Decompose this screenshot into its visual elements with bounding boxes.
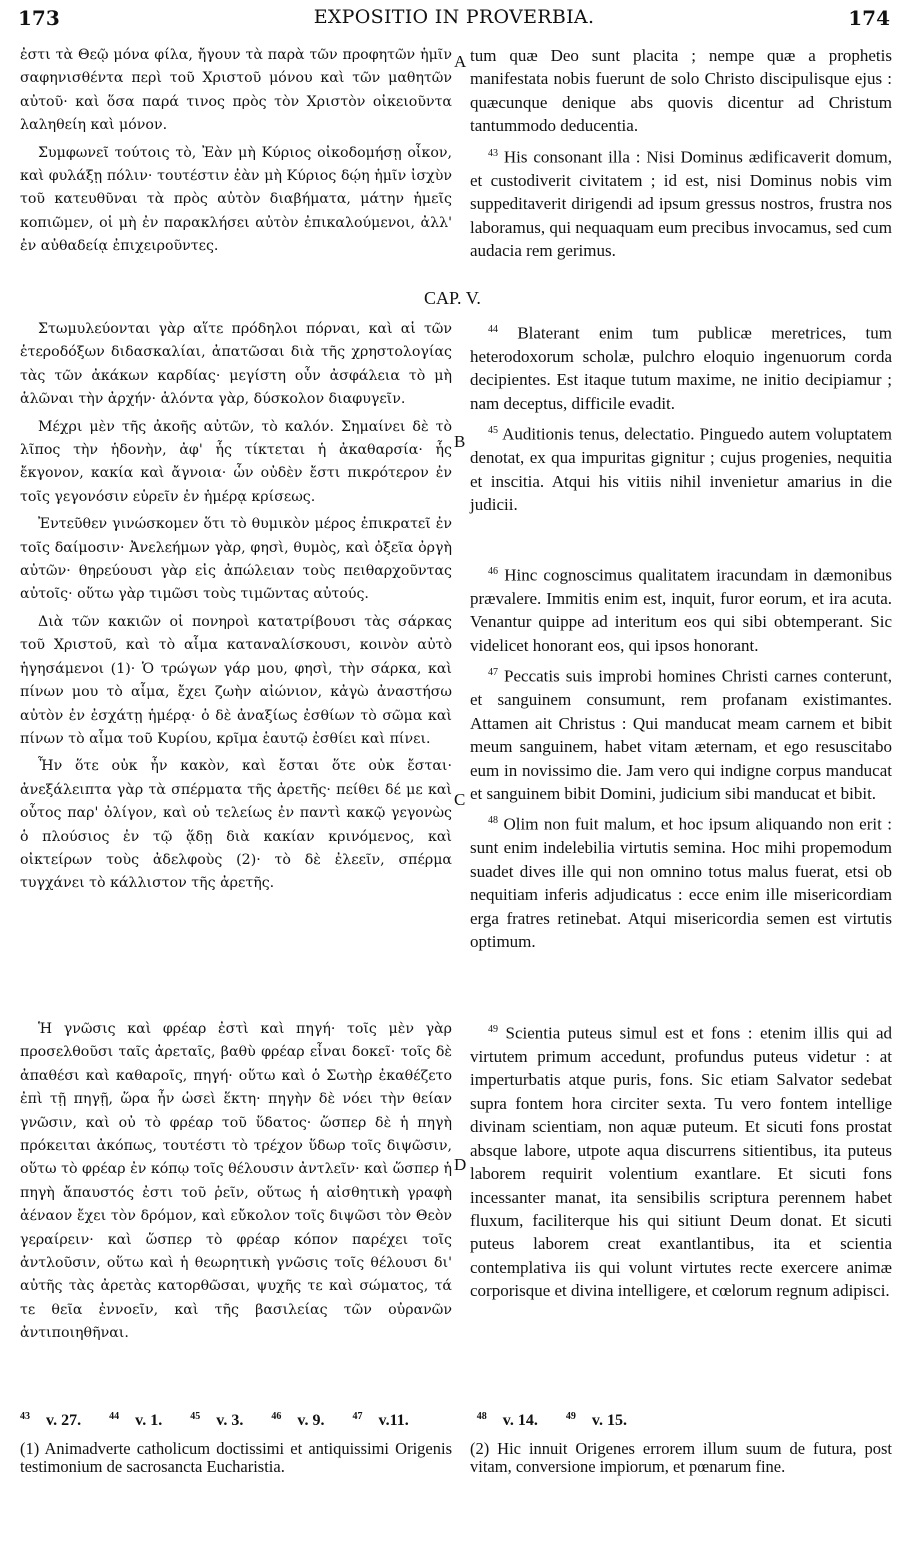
greek-column-main <box>20 318 452 900</box>
greek-paragraph: Στωμυλεύονται γὰρ αἵτε πρόδηλοι πόρναι, καὶ αἱ τῶν ἑτεροδόξων διδασκαλίαι, ἀπατῶσαι διὰ τῆς χρηστολογίας τὰς τῶν ἀκάκων καρδίας· μεγίστη οὖν ἀσφάλεια τὸ μὴ ἁλῶναι τὴν ἀρχήν· ἁλόντα γὰρ, δύσκολον διαφυγεῖν. <box>20 321 452 408</box>
ref-number: 49 <box>565 1411 576 1422</box>
verse-ref <box>109 1412 174 1429</box>
ref-number: 43 <box>20 1411 30 1422</box>
verse-number: 45 <box>488 425 498 437</box>
ref-text: v. 3. <box>216 1412 244 1430</box>
ref-text: v. 15. <box>591 1412 627 1430</box>
margin-letter: A <box>454 52 467 71</box>
latin-paragraph <box>470 1018 892 1303</box>
greek-paragraph: Μέχρι μὲν τῆς ἀκοῆς αὐτῶν, τὸ καλόν. Σημαίνει δὲ τὸ λῖπος τὴν ἡδονὴν, ἀφ' ἧς τίκτεται ἡ ἀκαθαρσία· ἧς ἔκγονον, κακία καὶ ἄγνοια· ὧν οὐδὲν ἔστι πικρότερον ἐν τοῖς γεγονόσιν εὑρεῖν ἐν ἡμέρᾳ κρίσεως. <box>20 418 452 505</box>
verse-number: 48 <box>488 815 498 827</box>
ref-text: v. 9. <box>297 1412 325 1430</box>
verse-number: 44 <box>488 324 498 335</box>
verse-number: 47 <box>488 667 498 679</box>
ref-text: v.11. <box>378 1412 409 1430</box>
latin-text: His consonant illa : Nisi Dominus ædificaverit domum, et custodiverit civitatem ; id est, nisi Dominus nobis vim suppeditaverit dirigendi ad ipsum gressus nostros, frustra nos laboramus, qui nequaquam eum precibus invocamus, sed cum audacia rem gerimus. <box>470 147 892 260</box>
greek-paragraph: Ἦν ὅτε οὐκ ἦν κακὸν, καὶ ἔσται ὅτε οὐκ ἔσται· ἀνεξάλειπτα γὰρ τὰ σπέρματα τῆς ἀρετῆς· πείθει δέ με καὶ οὗτος παρ' ὀλίγον, καὶ οὐ τελείως ἐν παντὶ κακῷ γεγονὼς ὁ πλούσιος ἐν τῷ ᾅδῃ διὰ κακίαν κρινόμενος, καὶ οἰκτείρων τοὺς ἀδελφοὺς (2)· τὸ δὲ ἐλεεῖν, σπέρμα τυγχάνει τὸ κάλλιστον τῆς ἀρετῆς. <box>20 758 452 892</box>
margin-letter: D <box>454 1155 467 1174</box>
greek-paragraph: Ἡ γνῶσις καὶ φρέαρ ἐστὶ καὶ πηγή· τοῖς μὲν γὰρ προσελθοῦσι ταῖς ἀρεταῖς, βαθὺ φρέαρ εἶναι δοκεῖ· τοῖς δὲ ἀπαθέσι καὶ καθαροῖς, πηγή· οὕτω καὶ ὁ Σωτὴρ ἐκαθέζετο ἐπὶ τῇ πηγῇ, ὥρα ἦν ὡσεὶ ἕκτη· πηγὴν δὲ νόει τὴν θείαν γνῶσιν, καὶ οὐ τὸ φρέαρ τοῦ ὕδατος· ὥσπερ δὲ ἡ πηγὴ πρόκειται ἀκόπως, τουτέστι τὸ τρέχον ὕδωρ τοῖς διψῶσιν, οὕτω τὸ φρέαρ ἐν κόπῳ τοῖς θέλουσιν ἀντλεῖν· καὶ ὥσπερ ἡ πηγὴ ἄπαυστός ἐστι τοῦ ῥεῖν, οὕτως ἡ αἰσθητικὴ γραφὴ ἀέναον ἔχει τὸν δρόμον, καὶ εὔκολον τοῖς διψῶσι τὸν Θεὸν γεραίρειν· καὶ ὥσπερ τὸ φρέαρ κόπον παρέχει τοῖς ἀντλοῦσιν, οὕτω καὶ ἡ θεωρητικὴ γνῶσις τοῖς θέλουσι δι' αὐτῆς τὰς ἀρετὰς κατορθῶσαι, ψυχῆς τε καὶ σώματος, τά τε θεῖα ἐννοεῖν, καὶ τῆς βασιλείας τῶν οὐρανῶν ἀντιποιηθῆναι. <box>20 1021 452 1342</box>
latin-column-top <box>470 44 892 266</box>
verse-ref <box>20 1412 93 1429</box>
footnote-right: (2) Hic innuit Origenes errorem illum suum de futura, post vitam, conversione impiorum, et pœnarum fine. <box>470 1439 892 1476</box>
right-page-number: 174 <box>848 6 890 30</box>
latin-text: Blaterant enim tum publicæ meretrices, tum heterodoxorum scholæ, pulchro eloquio ingenuorum corda decipientes. Est itaque tutum maxime, ne initio decipiamur ; nam deceptus, difficile evadit. <box>470 323 893 413</box>
verse-number: 46 <box>488 566 498 577</box>
latin-column-bottom <box>470 1018 892 1307</box>
ref-number: 47 <box>352 1411 363 1422</box>
greek-paragraph: Διὰ τῶν κακιῶν οἱ πονηροὶ κατατρίβουσι τὰς σάρκας τοῦ Χριστοῦ, καὶ τὸ αἷμα καταναλίσκουσι, κοινὸν αὐτὸ ἡγησάμενοι (1)· Ὁ τρώγων γάρ μου, φησὶ, τὴν σάρκα, καὶ πίνων μου τὸ αἷμα, ἔχει ζωὴν αἰώνιον, κἀγὼ ἀναστήσω αὐτὸν ἐν ἐσχάτῃ ἡμέρᾳ· ὁ δὲ ἀναξίως ἐσθίων τὸ σῶμα καὶ πίνων τὸ αἷμα τοῦ Κυρίου, κρῖμα ἑαυτῷ ἐσθίει καὶ πίνει. <box>20 613 452 747</box>
latin-text: tum quæ Deo sunt placita ; nempe quæ a prophetis manifestata nobis fuerunt de solo Christo discipulisque ejus : quæcunque denique abs quovis dicentur ad Christum tantummodo deducentia. <box>470 46 892 136</box>
latin-text: Auditionis tenus, delectatio. Pinguedo autem voluptatem denotat, ex qua impuritas gignitur ; cujus progenies, nequitia et inscitia. Atqui his vitiis nihil invenietur amarius in die judicii. <box>470 424 892 515</box>
ref-text: v. 27. <box>46 1412 82 1430</box>
verse-number: 49 <box>488 1024 498 1035</box>
page-header <box>18 6 890 30</box>
greek-paragraph: ἐστι τὰ Θεῷ μόνα φίλα, ἤγουν τὰ παρὰ τῶν προφητῶν ἡμῖν σαφηνισθέντα περὶ τοῦ Χριστοῦ μόνου καὶ τῶν μαθητῶν αὐτοῦ· καὶ ὅσα παρά τινος πρὸς τὸν Χριστὸν οἰκειοῦντα λαληθείη καὶ μόνον. <box>20 47 452 134</box>
verse-number: 43 <box>488 147 498 159</box>
ref-number: 46 <box>271 1411 282 1422</box>
verse-references <box>20 1411 651 1430</box>
chapter-heading: CAP. V. <box>424 288 481 308</box>
left-page-number: 173 <box>18 6 60 30</box>
latin-column-main <box>470 318 892 521</box>
latin-paragraph <box>470 419 892 516</box>
ref-number: 45 <box>190 1411 201 1422</box>
margin-letter: B <box>454 432 466 451</box>
latin-paragraph <box>470 44 892 138</box>
verse-ref <box>190 1412 255 1429</box>
latin-paragraph <box>470 661 892 805</box>
ref-text: v. 14. <box>502 1412 538 1430</box>
latin-paragraph <box>470 142 892 263</box>
latin-column-mid <box>470 560 892 957</box>
greek-column-top <box>20 44 452 263</box>
verse-ref <box>353 1412 421 1429</box>
margin-letter: C <box>454 790 466 809</box>
greek-column-bottom <box>20 1018 452 1350</box>
latin-paragraph <box>470 560 892 657</box>
latin-paragraph <box>470 318 892 415</box>
verse-ref <box>566 1412 639 1429</box>
latin-paragraph <box>470 809 892 953</box>
ref-number: 44 <box>109 1411 120 1422</box>
latin-text: Hinc cognoscimus qualitatem iracundam in dæmonibus prævalere. Immitis enim est, inquit, furor eorum, et ira acuta. Venantur quippe ad interitum eos qui sibi obtemperant. Sic videlicet honorant eos, qui ipsos honorant. <box>470 565 893 655</box>
footnote-left: (1) Animadverte catholicum doctissimi et antiquissimi Origenis testimonium de sacrosancta Eucharistia. <box>20 1439 452 1476</box>
running-title: EXPOSITIO IN PROVERBIA. <box>313 6 595 28</box>
verse-ref <box>477 1412 550 1429</box>
ref-number: 48 <box>476 1411 487 1422</box>
latin-text: Scientia puteus simul est et fons : etenim illis qui ad virtutem primum accedunt, profundus puteus videtur : at imperturbatis atque puris, fons. Sic etiam Salvator sedebat supra fontem hora circiter sexta. Tu vero fontem intellige divinam scientiam, non aquæ puteum. Et sicuti fons prostat absque labore, utpote aqua discurrens sitientibus, ita puteus laborem requirit volentium exantlare. Et sicuti fons incessanter manat, ita sensibilis scriptura perennem habet fluxum, faciliterque his qui sitiunt Deum donat. Et sicuti puteus laborem creat exantlantibus, ita et scientia contemplativa iis qui volunt virtutes recte exercere animæ corporisque et divina intelligere, et cœlorum regnum adipisci. <box>470 1023 893 1301</box>
ref-text: v. 1. <box>135 1412 163 1430</box>
latin-text: Olim non fuit malum, et hoc ipsum aliquando non erit : sunt enim indelebilia virtutis semina. Hoc mihi propemodum suadet dives ille qui non omnino totus malus fuerat, etsi ob nequitiam inferis adjudicatus : ecce enim ille misericordiam erga fratres retinebat. Atqui misericordia semen est virtutis optimum. <box>470 815 893 952</box>
greek-paragraph: Συμφωνεῖ τούτοις τὸ, Ἐὰν μὴ Κύριος οἰκοδομήσῃ οἶκον, καὶ φυλάξῃ πόλιν· τουτέστιν ἐὰν μὴ Κύριος δῴη ἡμῖν ἰσχὺν τοῦ κατευθῦναι τὰ πρὸς αὐτὸν διαβήματα, μάτην ἡμεῖς κοπιῶμεν, οἱ μὴ ἐν παρακλήσει αὐτὸν ἐπικαλούμενοι, ἀλλ' ἐν αὐθαδείᾳ ἐπιχειροῦντες. <box>20 144 452 255</box>
greek-paragraph: Ἐντεῦθεν γινώσκομεν ὅτι τὸ θυμικὸν μέρος ἐπικρατεῖ ἐν τοῖς δαίμοσιν· Ἀνελεήμων γὰρ, φησὶ, θυμὸς, καὶ ὀξεῖα ὀργὴ αὐτῶν· θηρεύουσι γὰρ εἰς ἀπώλειαν τοὺς πειθαρχοῦντας αὐτοῖς· οὕτω γὰρ τιμῶσι τοὺς τιμῶντας αὐτούς. <box>20 516 452 603</box>
latin-text: Peccatis suis improbi homines Christi carnes conterunt, et sanguinem consumunt, rem profanam existimantes. Attamen ait Christus : Qui manducat meam carnem et bibit meum sanguinem, habet vitam æternam, et ego resuscitabo eum in novissimo die. Jam vero qui indigne corpus manducat et sanguinem bibit Domini, judicium sibi manducat et bibit. <box>470 666 892 803</box>
verse-ref <box>271 1412 336 1429</box>
